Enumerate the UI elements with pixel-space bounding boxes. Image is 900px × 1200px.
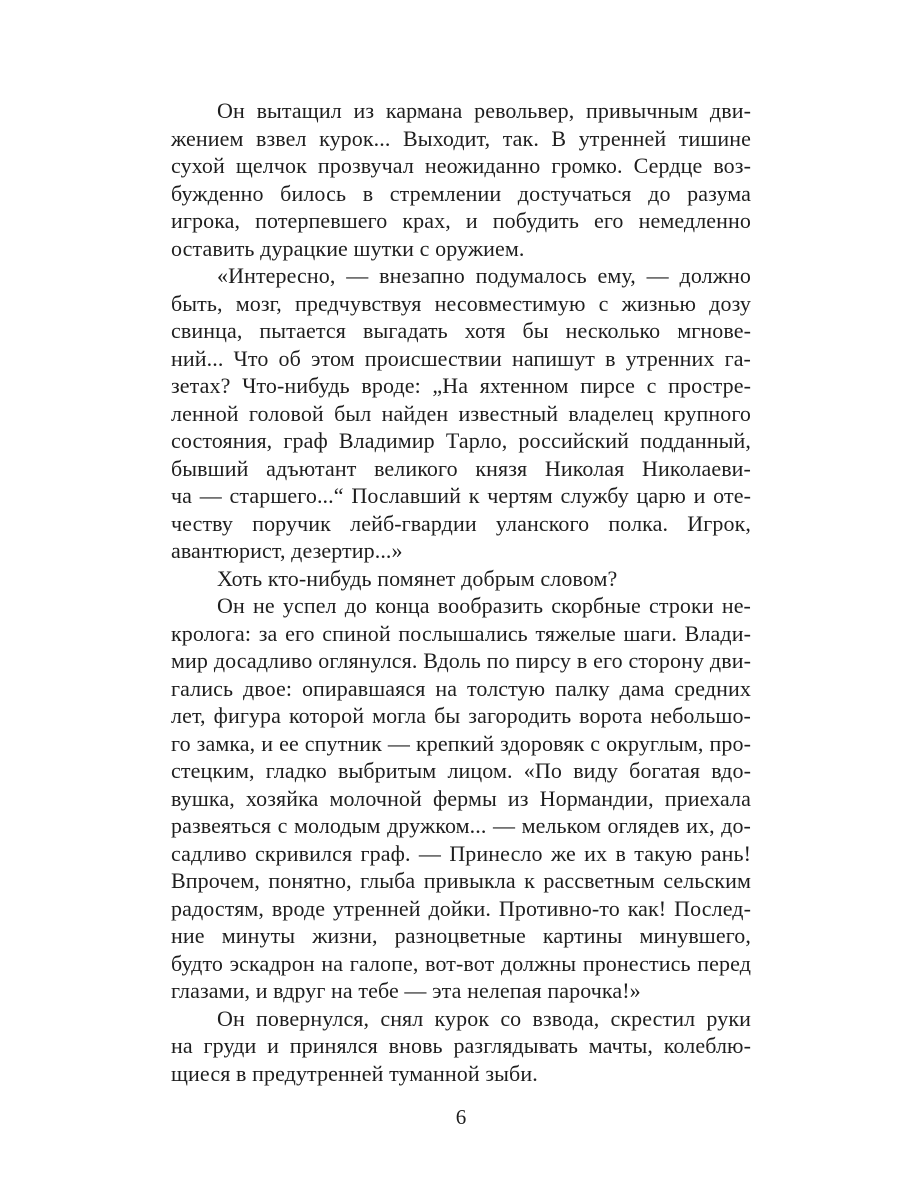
text-line [171, 317, 751, 345]
text-line-content: будто эскадрон на галопе, вот-вот должны пронестись перед [171, 950, 751, 976]
text-line [171, 125, 751, 153]
text-line [171, 1060, 751, 1088]
text-line [171, 867, 751, 895]
text-line [171, 262, 751, 290]
text-line-content: Он повернулся, снял курок со взвода, скрестил руки [217, 1005, 751, 1031]
text-line [171, 785, 751, 813]
text-line [171, 592, 751, 620]
text-line-content: ленной головой был найден известный владелец крупного [171, 400, 751, 426]
text-line-content: сухой щелчок прозвучал неожиданно громко. Сердце воз- [171, 153, 751, 178]
text-line [171, 922, 751, 950]
text-line [171, 647, 751, 675]
text-line-content: Хоть кто-нибудь помянет добрым словом? [217, 565, 618, 591]
text-line [171, 537, 751, 565]
text-line-content: гались двое: опиравшаяся на толстую палку дама средних [171, 675, 751, 701]
text-line-content: свинца, пытается выгадать хотя бы несколько мгнове- [171, 318, 751, 343]
text-line-content: на груди и принялся вновь разглядывать мачты, колеблю- [171, 1033, 751, 1058]
text-line [171, 702, 751, 730]
text-line-content: честву поручик лейб-гвардии уланского полка. Игрок, [171, 510, 751, 536]
text-line [171, 372, 751, 400]
text-line-content: вушка, хозяйка молочной фермы из Нормандии, приехала [171, 785, 751, 811]
text-line [171, 455, 751, 483]
text-line-content: ние минуты жизни, разноцветные картины минувшего, [171, 923, 751, 948]
text-line-content: развеяться с молодым дружком... — мельком оглядев их, до- [171, 813, 751, 838]
text-line-content: оставить дурацкие шутки с оружием. [171, 235, 525, 261]
text-line-content: радостям, вроде утренней дойки. Противно-то как! Послед- [171, 895, 751, 921]
text-line-content: Он не успел до конца вообразить скорбные строки не- [217, 593, 751, 618]
text-line [171, 565, 751, 593]
page-number: 6 [455, 1105, 467, 1129]
text-line [171, 510, 751, 538]
text-line-content: глазами, и вдруг на тебе — эта нелепая парочка!» [171, 978, 641, 1003]
text-line [171, 895, 751, 923]
text-line [171, 152, 751, 180]
text-line-content: авантюрист, дезертир...» [171, 538, 403, 563]
text-line-content: Впрочем, понятно, глыба привыкла к рассветным сельским [171, 868, 751, 893]
text-line [171, 1032, 751, 1060]
text-line-content: ча — старшего...“ Пославший к чертям службу царю и оте- [171, 483, 751, 508]
text-line [171, 840, 751, 868]
text-line [171, 675, 751, 703]
text-line [171, 620, 751, 648]
text-line-content: жением взвел курок... Выходит, так. В утренней тишине [171, 125, 751, 151]
text-line [171, 97, 751, 125]
text-line-content: зетах? Что-нибудь вроде: „На яхтенном пирсе с простре- [171, 373, 751, 398]
text-line [171, 290, 751, 318]
text-line-content: быть, мозг, предчувствуя несовместимую с жизнью дозу [171, 290, 751, 316]
text-line [171, 812, 751, 840]
text-line [171, 427, 751, 455]
text-line-content: игрока, потерпевшего крах, и побудить его немедленно [171, 208, 751, 233]
text-line-content: бывший адъютант великого князя Николая Николаеви- [171, 455, 751, 481]
text-line-content: мир досадливо оглянулся. Вдоль по пирсу в его сторону дви- [171, 648, 751, 673]
text-line [171, 977, 751, 1005]
text-line [171, 235, 751, 263]
page-text-block [171, 97, 751, 1087]
text-line-content: «Интересно, — внезапно подумалось ему, — должно [217, 263, 751, 288]
text-line-content: бужденно билось в стремлении достучаться до разума [171, 180, 751, 206]
text-line [171, 207, 751, 235]
text-line [171, 400, 751, 428]
text-line-content: стецким, гладко выбритым лицом. «По виду богатая вдо- [171, 758, 751, 783]
text-line-content: кролога: за его спиной послышались тяжелые шаги. Влади- [171, 620, 751, 646]
text-line [171, 757, 751, 785]
text-line-content: щиеся в предутренней туманной зыби. [171, 1060, 538, 1086]
text-line-content: ний... Что об этом происшествии напишут в утренних га- [171, 345, 751, 371]
text-line-content: состояния, граф Владимир Тарло, российский подданный, [171, 428, 751, 453]
text-line [171, 482, 751, 510]
text-line [171, 1005, 751, 1033]
text-line-content: го замка, и ее спутник — крепкий здоровяк с округлым, про- [171, 730, 751, 756]
text-line [171, 950, 751, 978]
text-line [171, 180, 751, 208]
text-line [171, 345, 751, 373]
text-line-content: Он вытащил из кармана револьвер, привычным дви- [217, 98, 751, 123]
text-line-content: садливо скривился граф. — Принесло же их в такую рань! [171, 840, 751, 866]
text-line-content: лет, фигура которой могла бы загородить ворота небольшо- [171, 703, 751, 728]
text-line [171, 730, 751, 758]
